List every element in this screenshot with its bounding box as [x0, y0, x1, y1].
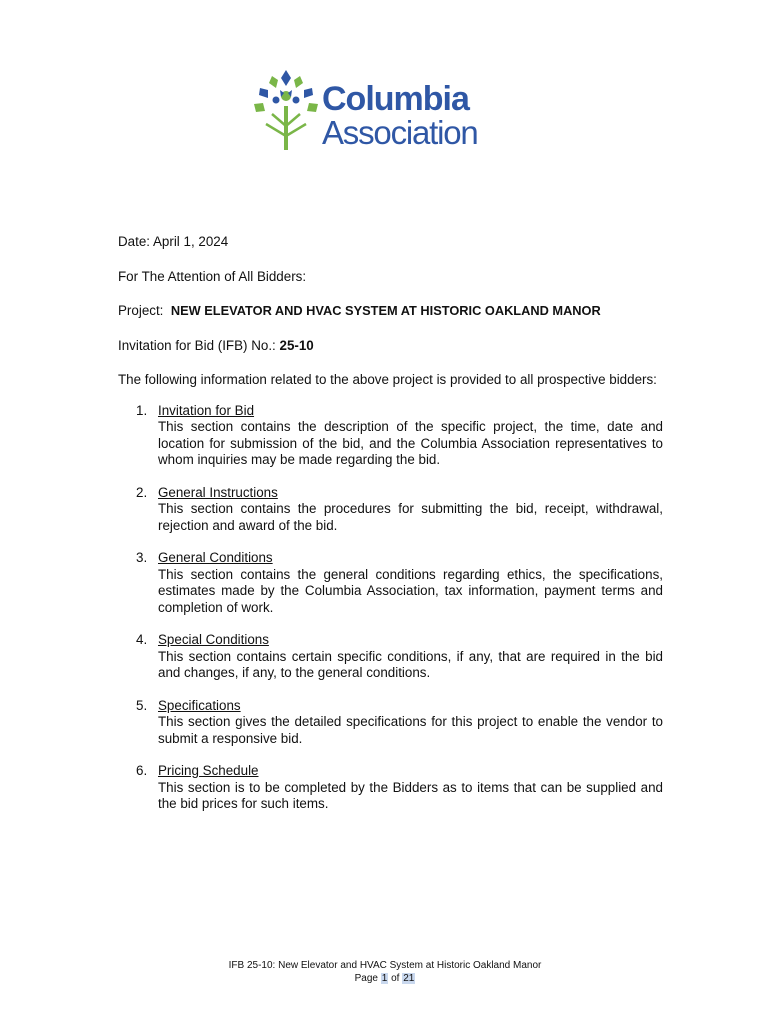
project-name: NEW ELEVATOR AND HVAC SYSTEM AT HISTORIC OAKLAND MANOR	[170, 303, 601, 318]
list-item-number: 6.	[136, 763, 148, 778]
project-line	[118, 303, 663, 320]
section-description: This section contains certain specific conditions, if any, that are required in the bid and changes, if any, to the general conditions.	[158, 648, 663, 680]
page-prefix: Page	[354, 973, 378, 984]
ifb-number-line	[118, 338, 663, 355]
page-footer	[0, 959, 770, 985]
tree-emblem-icon	[250, 66, 322, 152]
list-item-number: 3.	[136, 550, 148, 565]
attention-line: For The Attention of All Bidders:	[118, 268, 307, 284]
list-item	[118, 632, 663, 682]
intro-paragraph: The following information related to the above project is provided to all prospective bidders:	[118, 372, 657, 387]
sections-list	[118, 403, 663, 813]
list-item	[118, 550, 663, 616]
section-title: General Instructions	[158, 484, 278, 500]
current-page: 1	[381, 973, 388, 984]
list-item	[118, 403, 663, 469]
section-description: This section contains the procedures for submitting the bid, receipt, withdrawal, rejection and award of the bid.	[158, 501, 663, 533]
list-item-number: 5.	[136, 697, 148, 713]
section-title: General Conditions	[158, 550, 273, 565]
list-item-number: 1.	[136, 402, 148, 418]
total-pages: 21	[403, 973, 415, 984]
section-description: This section gives the detailed specifications for this project to enable the vendor to submit a responsive bid.	[158, 714, 663, 746]
section-description: This section contains the general conditions regarding ethics, the specifications, estimates made by the Columbia Association, tax information, payment terms and completion of work.	[158, 566, 663, 615]
ifb-number: 25-10	[279, 337, 314, 353]
section-title: Specifications	[158, 697, 241, 713]
page-of: of	[391, 973, 400, 984]
list-item	[118, 763, 663, 813]
date-line: Date: April 1, 2024	[118, 234, 229, 249]
section-title: Special Conditions	[158, 632, 269, 647]
section-description: This section contains the description of the specific project, the time, date and location for submission of the bid, and the Columbia Association representatives to whom inquiries may be made regarding the bid.	[158, 419, 663, 467]
ifb-label: Invitation for Bid (IFB) No.:	[118, 337, 276, 353]
list-item	[118, 698, 663, 748]
section-title: Pricing Schedule	[158, 763, 259, 778]
section-description: This section is to be completed by the Bidders as to items that can be supplied and the bid prices for such items.	[158, 779, 663, 811]
letter-body	[118, 234, 663, 829]
list-item	[118, 485, 663, 535]
page-number	[0, 972, 770, 985]
footer-title: IFB 25-10: New Elevator and HVAC System at Historic Oakland Manor	[228, 960, 542, 971]
list-item-number: 2.	[136, 484, 148, 500]
logo-word-columbia: Columbia	[322, 80, 469, 118]
list-item-number: 4.	[136, 632, 148, 647]
columbia-association-logo	[250, 66, 495, 152]
section-title: Invitation for Bid	[158, 402, 255, 418]
project-label: Project:	[118, 303, 164, 318]
logo-word-association: Association	[322, 114, 478, 151]
